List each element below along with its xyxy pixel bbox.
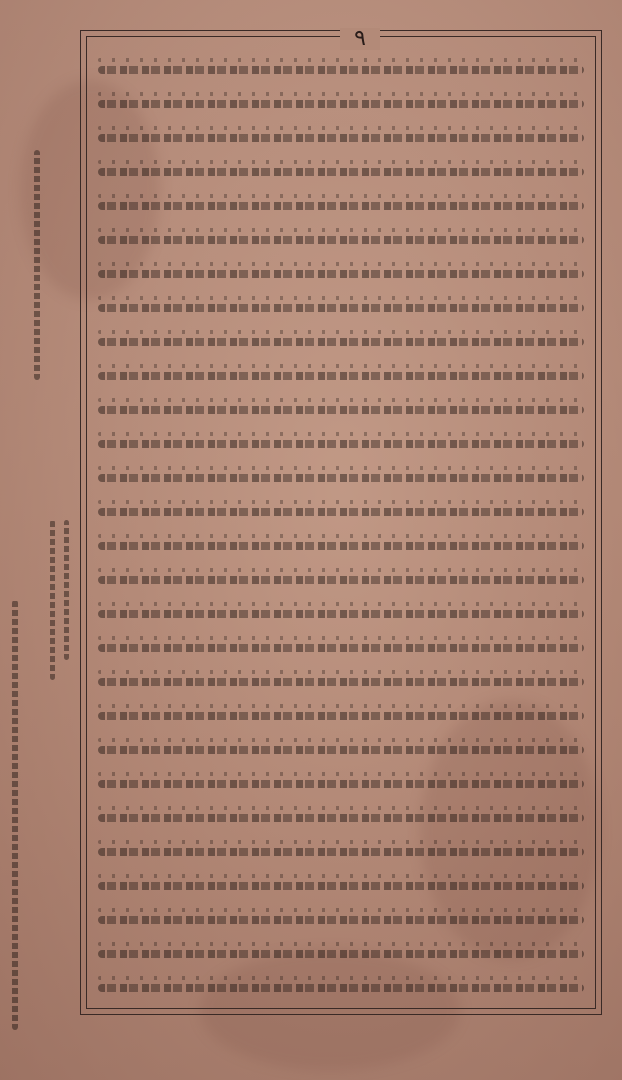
handwritten-line xyxy=(92,256,590,290)
handwritten-line xyxy=(92,664,590,698)
handwritten-line xyxy=(92,902,590,936)
handwritten-line xyxy=(92,732,590,766)
handwritten-line xyxy=(92,834,590,868)
handwritten-line xyxy=(92,52,590,86)
page-number: ٩ xyxy=(340,28,380,50)
handwritten-line xyxy=(92,800,590,834)
handwritten-line xyxy=(92,392,590,426)
handwritten-line xyxy=(92,222,590,256)
handwritten-line xyxy=(92,86,590,120)
handwritten-line xyxy=(92,698,590,732)
handwritten-line xyxy=(92,154,590,188)
handwritten-line xyxy=(92,562,590,596)
margin-note xyxy=(34,150,40,380)
handwritten-line xyxy=(92,868,590,902)
handwritten-line xyxy=(92,426,590,460)
handwritten-line xyxy=(92,970,590,1004)
margin-note xyxy=(50,520,55,680)
handwritten-line xyxy=(92,188,590,222)
handwritten-line xyxy=(92,936,590,970)
handwritten-line xyxy=(92,358,590,392)
handwritten-line xyxy=(92,324,590,358)
handwritten-line xyxy=(92,630,590,664)
handwritten-line xyxy=(92,596,590,630)
margin-note xyxy=(64,520,69,660)
handwritten-line xyxy=(92,460,590,494)
handwritten-line xyxy=(92,290,590,324)
handwritten-line xyxy=(92,494,590,528)
handwritten-line xyxy=(92,766,590,800)
handwritten-line xyxy=(92,528,590,562)
handwritten-text-block xyxy=(92,52,590,1002)
margin-note xyxy=(12,600,18,1030)
handwritten-line xyxy=(92,120,590,154)
